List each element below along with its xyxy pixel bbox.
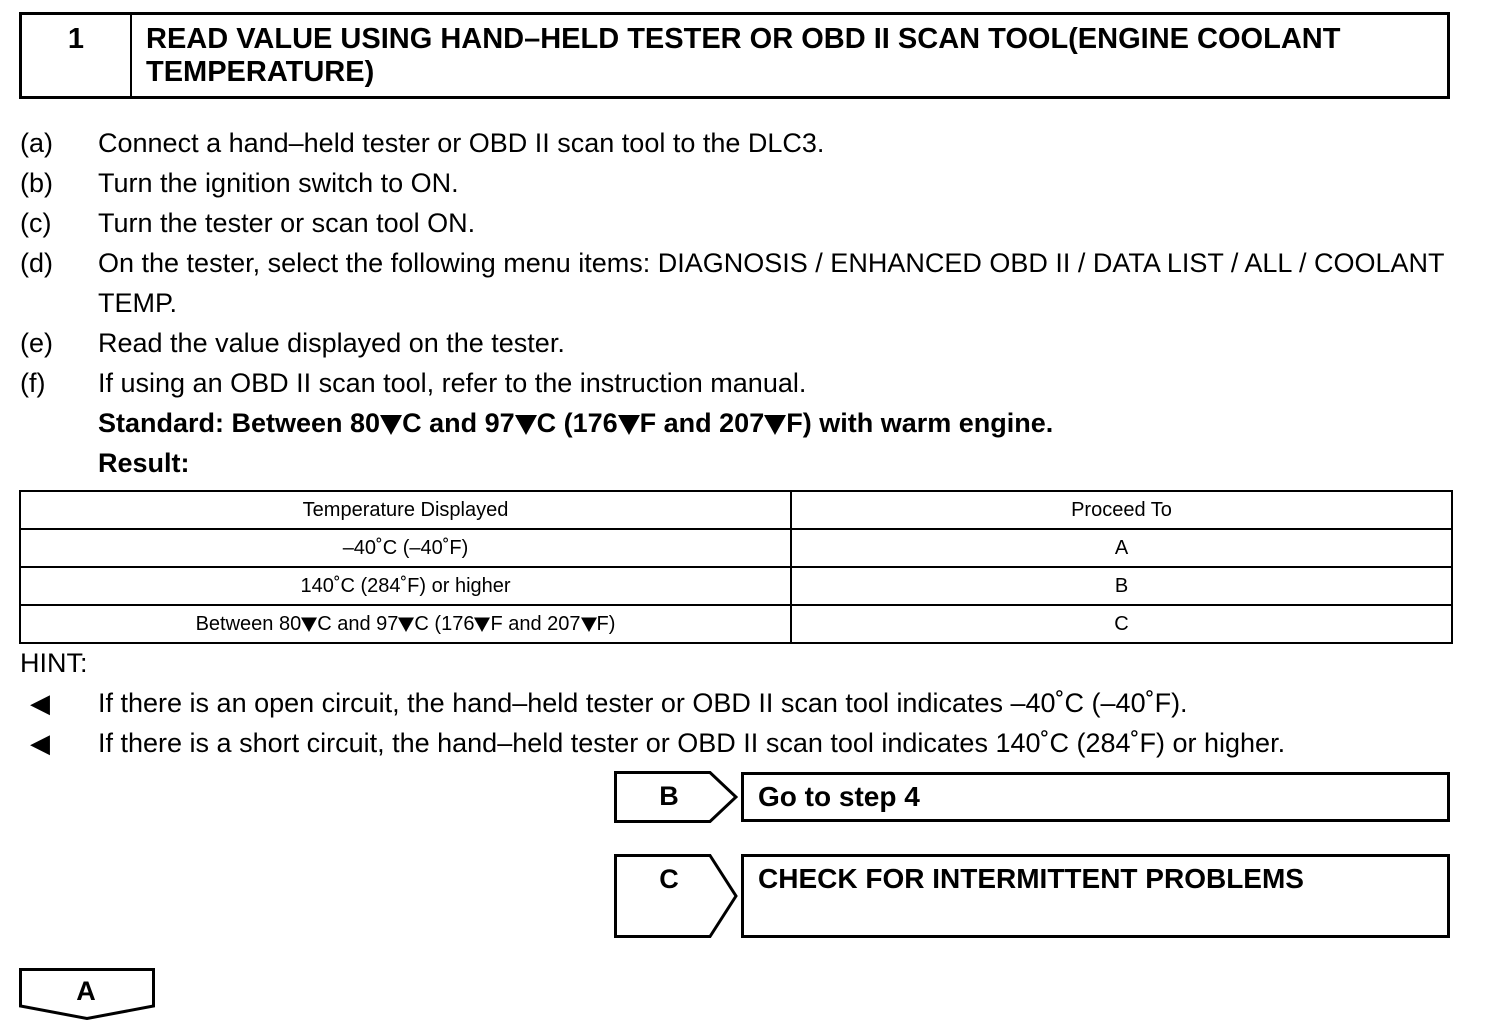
procedure-item (20, 323, 1460, 363)
temperature-cell: –40˚C (–40˚F) (20, 529, 791, 567)
standard-text-5: F) with warm engine. (786, 408, 1054, 438)
procedure-text: Read the value displayed on the tester. (98, 328, 565, 358)
temp-text-3: C (176 (414, 612, 475, 635)
hint-label: HINT: (20, 648, 88, 678)
step-number: 1 (22, 15, 132, 96)
procedure-list (20, 123, 1460, 403)
proceed-cell: C (791, 605, 1452, 643)
hint-list (20, 683, 1470, 763)
branch-tag-label: C (659, 864, 679, 894)
temperature-cell (20, 605, 791, 643)
procedure-text: Turn the tester or scan tool ON. (98, 208, 476, 238)
column-header-proceed: Proceed To (791, 491, 1452, 529)
proceed-cell: B (791, 567, 1452, 605)
branch-tag-c (614, 854, 738, 938)
branch-action-b[interactable]: Go to step 4 (741, 772, 1450, 822)
temperature-cell: 140˚C (284˚F) or higher (20, 567, 791, 605)
step-title: READ VALUE USING HAND–HELD TESTER OR OBD II SCAN TOOL(ENGINE COOLANT TEMPERATURE) (146, 23, 1341, 88)
degree-mark-icon (515, 413, 537, 435)
hint-item (20, 723, 1470, 763)
temp-text-2: C and 97 (317, 612, 399, 635)
result-label: Result: (98, 448, 190, 478)
degree-mark-icon (301, 616, 317, 632)
standard-text-2: C and 97 (402, 408, 515, 438)
procedure-item (20, 243, 1460, 323)
procedure-text: On the tester, select the following menu items: DIAGNOSIS / ENHANCED OBD II / DATA LIST / ALL / COOLANT TEMP. (98, 248, 1444, 318)
branch-tag-label: B (659, 781, 679, 811)
procedure-marker: (d) (20, 248, 53, 278)
standard-spec (98, 403, 1053, 443)
result-table (19, 490, 1453, 644)
procedure-item (20, 123, 1460, 163)
temp-text-1: Between 80 (195, 612, 302, 635)
next-step-tag-label: A (76, 976, 96, 1006)
degree-mark-icon (398, 616, 414, 632)
hint-text: If there is a short circuit, the hand–held tester or OBD II scan tool indicates 140˚C (284˚F) or higher. (98, 728, 1286, 758)
degree-mark-icon (474, 616, 490, 632)
hint-text: If there is an open circuit, the hand–held tester or OBD II scan tool indicates –40˚C (–40˚F). (98, 688, 1188, 718)
procedure-text: If using an OBD II scan tool, refer to the instruction manual. (98, 368, 807, 398)
procedure-marker: (a) (20, 128, 53, 158)
table-row (20, 529, 1452, 567)
table-header-row (20, 491, 1452, 529)
bullet-arrow-icon: ◀ (30, 728, 50, 758)
procedure-item (20, 163, 1460, 203)
hint-item (20, 683, 1470, 723)
procedure-text: Turn the ignition switch to ON. (98, 168, 459, 198)
procedure-text: Connect a hand–held tester or OBD II scan tool to the DLC3. (98, 128, 825, 158)
bullet-arrow-icon: ◀ (30, 688, 50, 718)
procedure-marker: (e) (20, 328, 53, 358)
procedure-marker: (b) (20, 168, 53, 198)
proceed-cell: A (791, 529, 1452, 567)
temp-text-4: F and 207 (490, 612, 581, 635)
degree-mark-icon (380, 413, 402, 435)
standard-text-3: C (176 (536, 408, 618, 438)
branch-tag-b (614, 771, 738, 823)
temp-text-5: F) (596, 612, 616, 635)
table-row (20, 567, 1452, 605)
column-header-temperature: Temperature Displayed (20, 491, 791, 529)
branch-action-c[interactable]: CHECK FOR INTERMITTENT PROBLEMS (741, 854, 1450, 938)
step-header (19, 12, 1450, 99)
degree-mark-icon (581, 616, 597, 632)
procedure-item (20, 203, 1460, 243)
procedure-item (20, 363, 1460, 403)
procedure-marker: (f) (20, 368, 46, 398)
degree-mark-icon (764, 413, 786, 435)
procedure-marker: (c) (20, 208, 52, 238)
degree-mark-icon (618, 413, 640, 435)
table-row (20, 605, 1452, 643)
standard-text-4: F and 207 (639, 408, 765, 438)
next-step-tag-a (19, 968, 155, 1020)
standard-text-1: Standard: Between 80 (98, 408, 381, 438)
